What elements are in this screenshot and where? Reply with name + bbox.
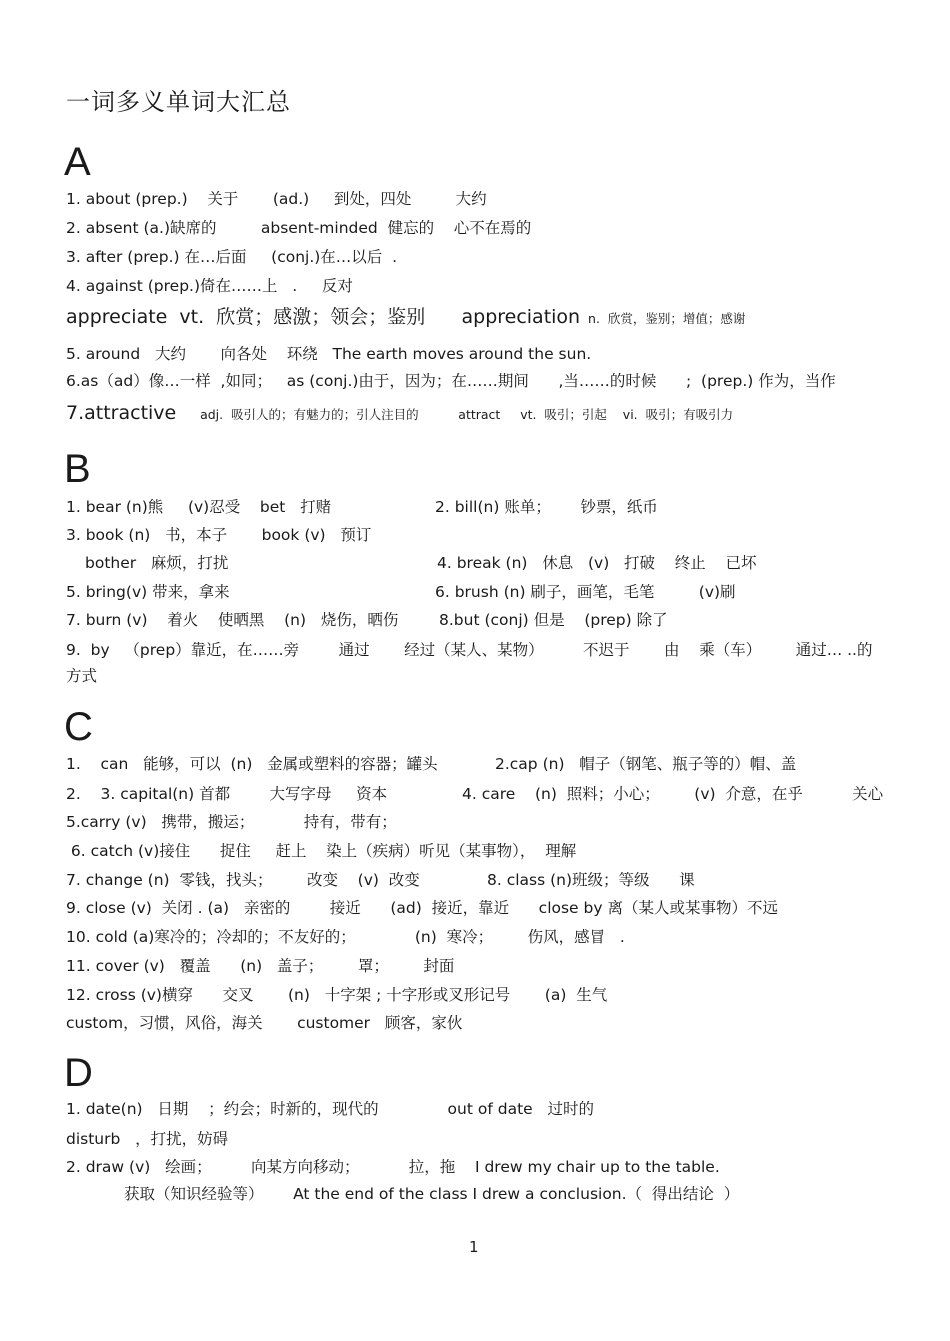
page-title: 一词多义单词大汇总 (66, 88, 291, 116)
entry-cross: 12. cross (v)横穿 交叉 (n) 十字架 ; 十字形或叉形记号 (a) 生气 (66, 986, 608, 1004)
entry-but: 8.but (conj) 但是 (prep) 除了 (439, 611, 668, 629)
entry-attractive (66, 403, 733, 425)
section-letter-d: D (64, 1051, 93, 1095)
entry-appreciate (66, 307, 745, 329)
entry-can: 1. can 能够，可以 (n) 金属或塑料的容器；罐头 (66, 755, 438, 773)
entry-draw: 2. draw (v) 绘画； 向某方向移动； 拉，拖 I drew my chair up to the table. (66, 1158, 720, 1176)
entry-date: 1. date(n) 日期 ；约会；时新的，现代的 out of date 过时的 (66, 1100, 594, 1118)
entry-attractive-note: adj. 吸引人的；有魅力的；引人注目的 attract vt. 吸引；引起 vi. 吸引；有吸引力 (176, 407, 734, 422)
section-letter-b: B (64, 447, 91, 491)
entry-about: 1. about (prep.) 关于 (ad.) 到处，四处 大约 (66, 190, 487, 208)
entry-appreciate-note: n. 欣赏，鉴别；增值；感谢 (580, 311, 746, 326)
entry-around: 5. around 大约 向各处 环绕 The earth moves around the sun. (66, 345, 592, 363)
section-letter-a: A (64, 140, 91, 184)
entry-bother: bother 麻烦，打扰 (85, 554, 229, 572)
entry-as: 6.as（ad）像…一样 ,如同； as (conj.)由于，因为；在……期间 ,当……的时候 ; (prep.) 作为，当作 (66, 372, 836, 390)
entry-burn: 7. burn (v) 着火 使晒黑 (n) 烧伤，晒伤 (66, 611, 399, 629)
entry-cover: 11. cover (v) 覆盖 (n) 盖子； 罩； 封面 (66, 957, 455, 975)
entry-by: 9. by （prep）靠近，在……旁 通过 经过（某人、某物） 不迟于 由 乘（车） 通过… ..的 (66, 641, 873, 659)
entry-bear: 1. bear (n)熊 (v)忍受 bet 打赌 (66, 498, 332, 516)
entry-brush: 6. brush (n) 刷子，画笔，毛笔 (v)刷 (435, 583, 736, 601)
entry-against: 4. against (prep.)倚在……上 . 反对 (66, 277, 353, 295)
entry-by-cont: 方式 (66, 667, 98, 685)
entry-bill: 2. bill(n) 账单； 钞票，纸币 (435, 498, 658, 516)
entry-class: 8. class (n)班级；等级 课 (487, 871, 695, 889)
section-letter-c: C (64, 705, 93, 749)
entry-after: 3. after (prep.) 在…后面 (conj.)在…以后 . (66, 248, 398, 266)
entry-cold: 10. cold (a)寒冷的；冷却的；不友好的； (n) 寒冷； 伤风，感冒 . (66, 928, 625, 946)
entry-change: 7. change (n) 零钱，找头； 改变 (v) 改变 (66, 871, 420, 889)
entry-absent: 2. absent (a.)缺席的 absent-minded 健忘的 心不在焉的 (66, 219, 532, 237)
entry-catch: 6. catch (v)接住 捉住 赶上 染上（疾病）听见（某事物）， 理解 (66, 842, 577, 860)
entry-cap: 2.cap (n) 帽子（钢笔、瓶子等的）帽、盖 (495, 755, 797, 773)
entry-carry: 5.carry (v) 携带，搬运； 持有，带有； (66, 813, 397, 831)
entry-break: 4. break (n) 休息 (v) 打破 终止 已坏 (437, 554, 757, 572)
entry-attractive-main: 7.attractive (66, 402, 177, 424)
entry-disturb: disturb ，打扰，妨碍 (66, 1130, 229, 1148)
entry-close: 9. close (v) 关闭 . (a) 亲密的 接近 (ad) 接近，靠近 close by 离（某人或某事物）不远 (66, 899, 778, 917)
entry-book: 3. book (n) 书，本子 book (v) 预订 (66, 526, 372, 544)
entry-capital: 2. 3. capital(n) 首都 大写字母 资本 (66, 785, 388, 803)
entry-bring: 5. bring(v) 带来，拿来 (66, 583, 230, 601)
entry-care: 4. care (n) 照料；小心； (v) 介意，在乎 关心 (462, 785, 884, 803)
page-number: 1 (469, 1238, 479, 1256)
entry-appreciate-main: appreciate vt. 欣赏；感激；领会；鉴别 appreciation (66, 306, 581, 328)
entry-custom: custom，习惯，风俗，海关 customer 顾客，家伙 (66, 1014, 463, 1032)
entry-draw-cont: 获取（知识经验等） At the end of the class I drew a conclusion.（ 得出结论 ） (124, 1185, 740, 1203)
